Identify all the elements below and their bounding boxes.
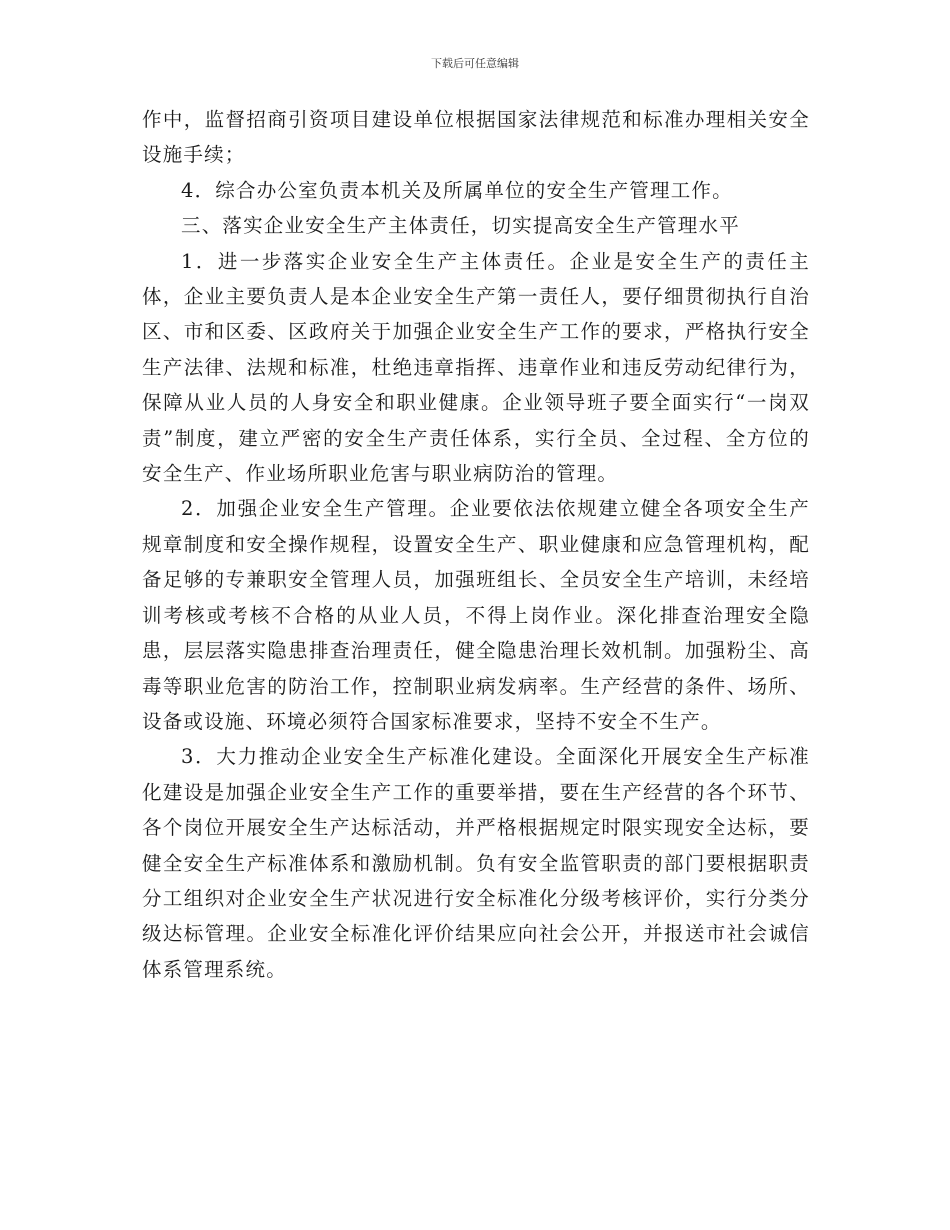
section-heading-3: 三、落实企业安全生产主体责任，切实提高安全生产管理水平: [181, 214, 740, 238]
document-body: [142, 102, 810, 987]
paragraph-continuation: 作中，监督招商引资项目建设单位根据国家法律规范和标准办理相关安全设施手续；: [142, 108, 810, 167]
page-header: 下载后可任意编辑: [431, 57, 519, 70]
paragraph-item-3: 3．大力推动企业安全生产标准化建设。全面深化开展安全生产标准化建设是加强企业安全生产工作的重要举措，要在生产经营的各个环节、各个岗位开展安全生产达标活动，并严格根据规定时限实现安全达标，要健全安全生产标准体系和激励机制。负有安全监管职责的部门要根据职责分工组织对企业安全生产状况进行安全标准化分级考核评价，实行分类分级达标管理。企业安全标准化评价结果应向社会公开，并报送市社会诚信体系管理系统。: [142, 745, 810, 981]
paragraph-item-1: 1．进一步落实企业安全生产主体责任。企业是安全生产的责任主体，企业主要负责人是本企业安全生产第一责任人，要仔细贯彻执行自治区、市和区委、区政府关于加强企业安全生产工作的要求，严格执行安全生产法律、法规和标准，杜绝违章指挥、违章作业和违反劳动纪律行为，保障从业人员的人身安全和职业健康。企业领导班子要全面实行“一岗双责”制度，建立严密的安全生产责任体系，实行全员、全过程、全方位的安全生产、作业场所职业危害与职业病防治的管理。: [142, 249, 810, 486]
paragraph-item-4: 4．综合办公室负责本机关及所属单位的安全生产管理工作。: [181, 178, 733, 202]
paragraph-item-2: 2．加强企业安全生产管理。企业要依法依规建立健全各项安全生产规章制度和安全操作规程，设置安全生产、职业健康和应急管理机构，配备足够的专兼职安全管理人员，加强班组长、全员安全生产培训，未经培训考核或考核不合格的从业人员，不得上岗作业。深化排查治理安全隐患，层层落实隐患排查治理责任，健全隐患治理长效机制。加强粉尘、高毒等职业危害的防治工作，控制职业病发病率。生产经营的条件、场所、设备或设施、环境必须符合国家标准要求，坚持不安全不生产。: [142, 497, 810, 733]
